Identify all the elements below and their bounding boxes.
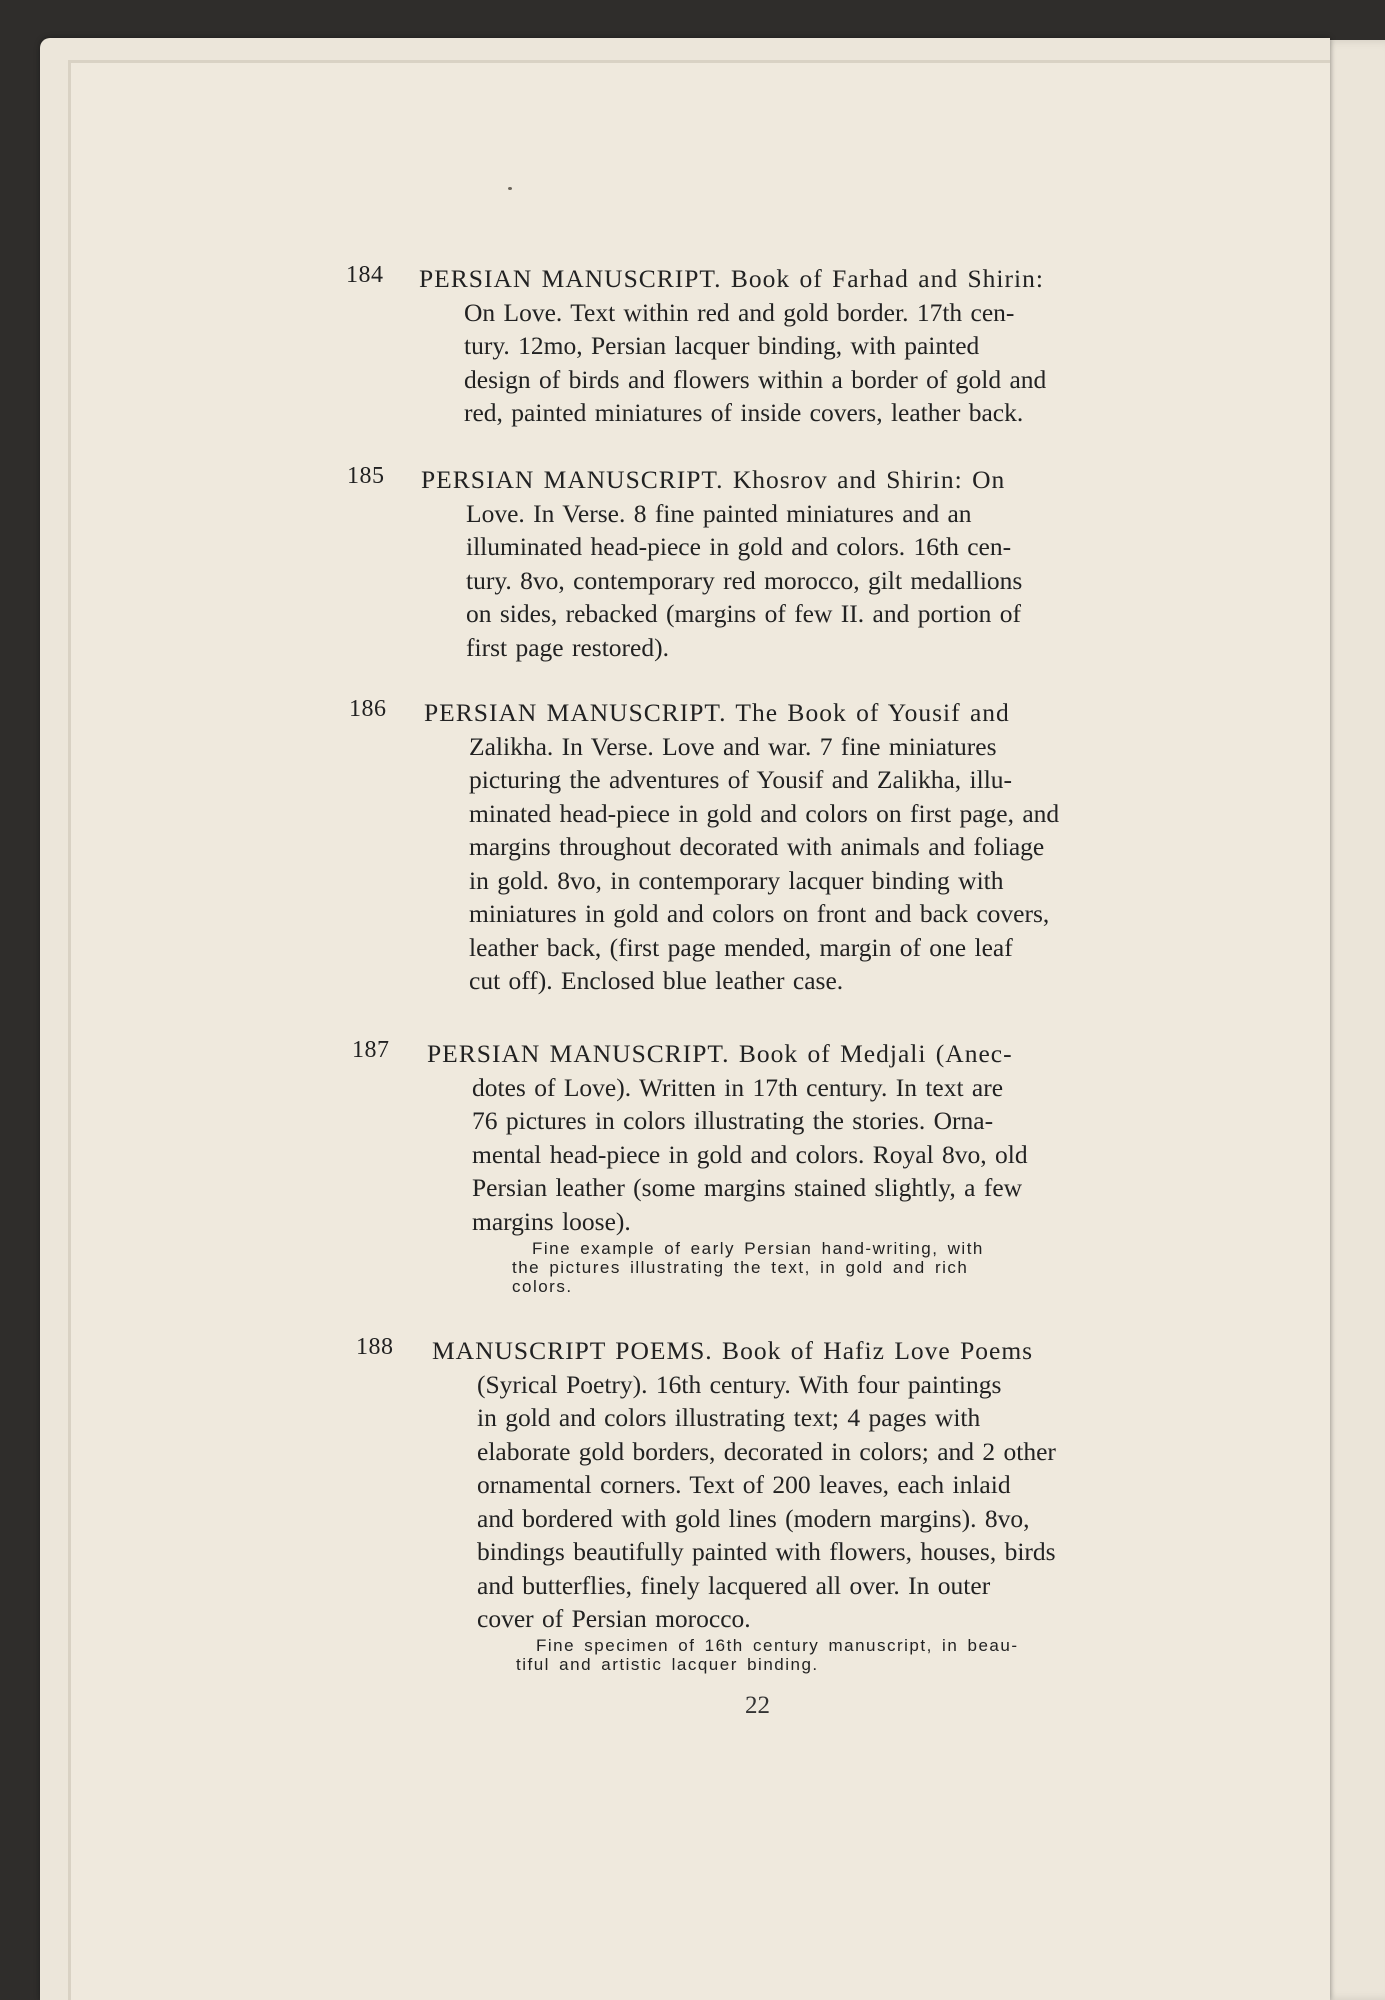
- note-line: colors.: [512, 1277, 573, 1296]
- entry-line: margins loose).: [472, 1206, 631, 1236]
- note-line: the pictures illustrating the text, in gold and rich: [512, 1258, 969, 1277]
- entry-line: tury. 12mo, Persian lacquer binding, with painted: [464, 331, 980, 360]
- entry-line: illuminated head-piece in gold and colors. 16th cen-: [466, 532, 1012, 561]
- entry-line: On Love. Text within red and gold border. 17th cen-: [464, 297, 1015, 327]
- lot-number: 187: [352, 1037, 390, 1063]
- entry-line: bindings beautifully painted with flowers, houses, birds: [477, 1537, 1056, 1566]
- lot-number: 184: [346, 262, 384, 288]
- ink-speck: [508, 187, 512, 190]
- entry-note: [516, 1636, 1018, 1674]
- entry-line: PERSIAN MANUSCRIPT. Book of Farhad and Shirin:: [419, 264, 1044, 293]
- entry-line: miniatures in gold and colors on front and back covers,: [469, 899, 1050, 928]
- lot-number: 188: [356, 1334, 394, 1360]
- entry-line: PERSIAN MANUSCRIPT. The Book of Yousif and: [424, 698, 1010, 727]
- lot-number: 186: [349, 696, 387, 722]
- entry-line: dotes of Love). Written in 17th century. In text are: [472, 1072, 1004, 1102]
- entry-line: and butterflies, finely lacquered all over. In outer: [477, 1570, 991, 1600]
- note-line: Fine specimen of 16th century manuscript, in beau-: [536, 1636, 1019, 1655]
- entry-line: cut off). Enclosed blue leather case.: [469, 966, 844, 995]
- entry-line: leather back, (first page mended, margin of one leaf: [469, 932, 1013, 962]
- entry-line: PERSIAN MANUSCRIPT. Book of Medjali (Anec-: [427, 1039, 1013, 1068]
- entry-line: design of birds and flowers within a border of gold and: [464, 364, 1047, 394]
- entry-line: Zalikha. In Verse. Love and war. 7 fine miniatures: [469, 731, 997, 761]
- note-line: Fine example of early Persian hand-writing, with: [532, 1239, 984, 1258]
- entry-line: cover of Persian morocco.: [477, 1604, 751, 1633]
- entry-line: in gold. 8vo, in contemporary lacquer binding with: [469, 865, 1004, 895]
- note-line: tiful and artistic lacquer binding.: [516, 1655, 819, 1674]
- lot-number: 185: [347, 463, 385, 489]
- entry-line: picturing the adventures of Yousif and Zalikha, illu-: [469, 765, 1013, 794]
- entry-line: Love. In Verse. 8 fine painted miniatures and an: [466, 498, 972, 528]
- entry-line: tury. 8vo, contemporary red morocco, gilt medallions: [466, 565, 1023, 595]
- entry-line: MANUSCRIPT POEMS. Book of Hafiz Love Poems: [432, 1336, 1034, 1365]
- entry-line: red, painted miniatures of inside covers, leather back.: [464, 398, 1024, 427]
- entry-text: [424, 696, 1164, 998]
- entry-line: minated head-piece in gold and colors on first page, and: [469, 798, 1060, 828]
- entry-line: Persian leather (some margins stained slightly, a few: [472, 1173, 1023, 1202]
- entry-line: in gold and colors illustrating text; 4 pages with: [477, 1403, 981, 1432]
- entry-line: on sides, rebacked (margins of few II. and portion of: [466, 599, 1021, 628]
- entry-line: mental head-piece in gold and colors. Royal 8vo, old: [472, 1139, 1028, 1169]
- entry-line: and bordered with gold lines (modern margins). 8vo,: [477, 1503, 1030, 1533]
- entry-line: margins throughout decorated with animals and foliage: [469, 832, 1045, 861]
- entry-text: [419, 262, 1159, 430]
- entry-text: [427, 1037, 1167, 1238]
- entry-note: [512, 1239, 984, 1296]
- page-number: 22: [745, 1692, 770, 1719]
- entry-line: PERSIAN MANUSCRIPT. Khosrov and Shirin: On: [421, 465, 1006, 494]
- entry-text: [432, 1334, 1172, 1636]
- entry-line: first page restored).: [466, 632, 669, 662]
- entry-line: (Syrical Poetry). 16th century. With four paintings: [477, 1369, 1002, 1399]
- entry-line: ornamental corners. Text of 200 leaves, each inlaid: [477, 1470, 1011, 1499]
- entry-line: 76 pictures in colors illustrating the stories. Orna-: [472, 1106, 994, 1135]
- entry-text: [421, 463, 1161, 664]
- entry-line: elaborate gold borders, decorated in colors; and 2 other: [477, 1436, 1056, 1466]
